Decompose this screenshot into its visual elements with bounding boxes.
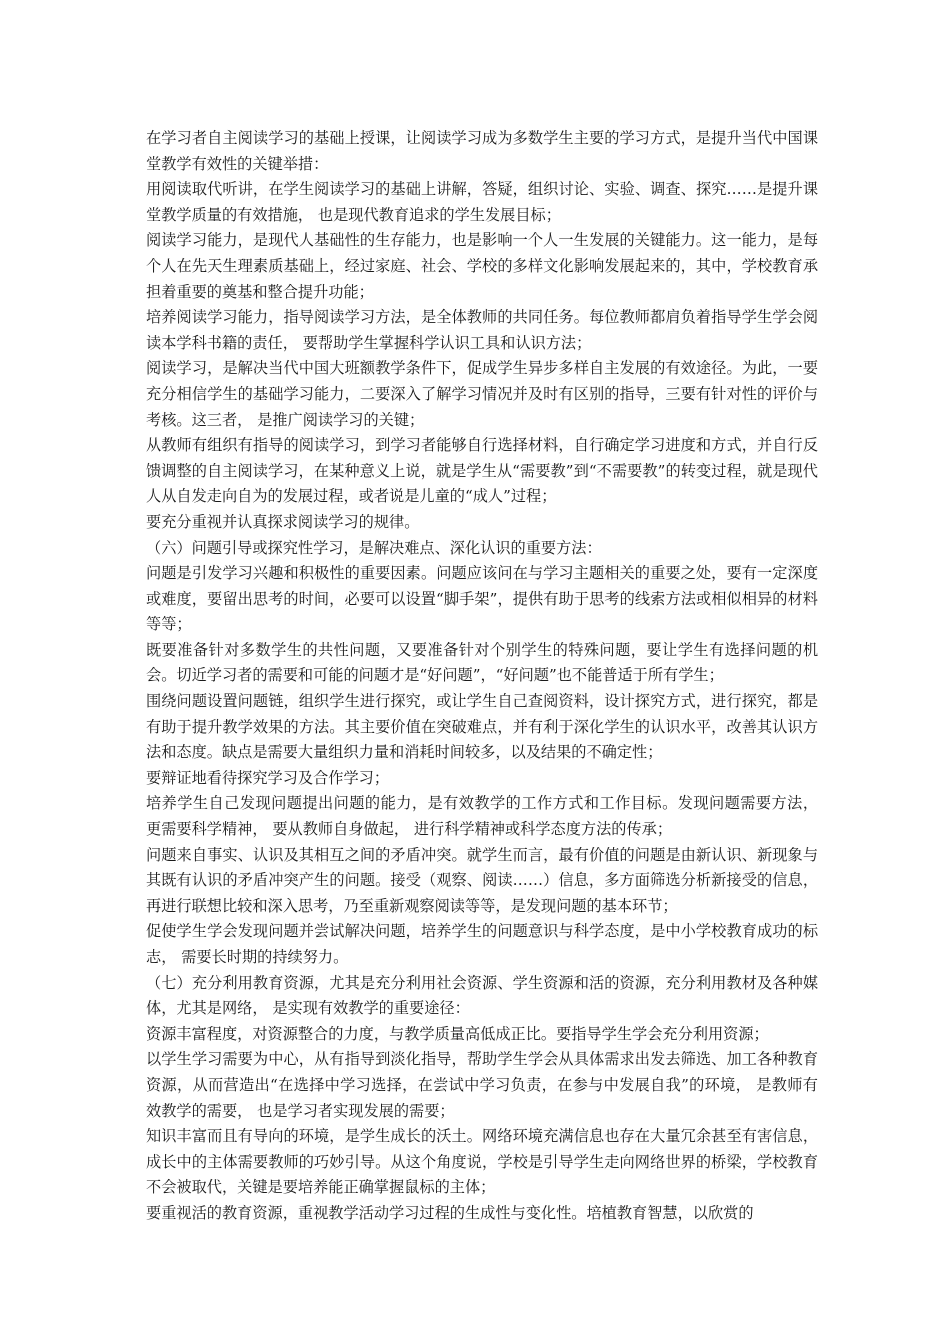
section-heading: （七）充分利用教育资源，尤其是充分利用社会资源、学生资源和活的资源，充分利用教材及各种媒体，尤其是网络， 是实现有效教学的重要途径： — [146, 973, 818, 1018]
paragraph: 以学生学习需要为中心，从有指导到淡化指导，帮助学生学会从具体需求出发去筛选、加工各种教育资源，从而营造出“在选择中学习选择，在尝试中学习负责，在参与中发展自我”的环境， 是教师有效教学的需要， 也是学习者实现发展的需要； — [146, 1050, 818, 1120]
paragraph: 培养阅读学习能力，指导阅读学习方法，是全体教师的共同任务。每位教师都肩负着指导学生学会阅读本学科书籍的责任， 要帮助学生掌握科学认识工具和认识方法； — [146, 308, 818, 352]
paragraph: 围绕问题设置问题链，组织学生进行探究，或让学生自己查阅资料，设计探究方式，进行探究，都是有助于提升教学效果的方法。其主要价值在突破难点，并有利于深化学生的认识水平，改善其认识方法和态度。缺点是需要大量组织力量和消耗时间较多，以及结果的不确定性； — [146, 692, 818, 762]
paragraph: 用阅读取代听讲，在学生阅读学习的基础上讲解，答疑，组织讨论、实验、调查、探究……是提升课堂教学质量的有效措施， 也是现代教育追求的学生发展目标； — [146, 180, 818, 224]
section-heading: （六）问题引导或探究性学习，是解决难点、深化认识的重要方法： — [146, 538, 602, 557]
paragraph: 要辩证地看待探究学习及合作学习； — [146, 768, 389, 787]
paragraph: 从教师有组织有指导的阅读学习，到学习者能够自行选择材料，自行确定学习进度和方式，并自行反馈调整的自主阅读学习，在某种意义上说，就是学生从“需要教”到“不需要教”的转变过程，就是现代人从自发走向自为的发展过程，或者说是儿童的“成人”过程； — [146, 436, 818, 506]
paragraph: 在学习者自主阅读学习的基础上授课，让阅读学习成为多数学生主要的学习方式，是提升当代中国课堂教学有效性的关键举措： — [146, 129, 818, 173]
paragraph: 要充分重视并认真探求阅读学习的规律。 — [146, 512, 420, 531]
paragraph: 促使学生学会发现问题并尝试解决问题，培养学生的问题意识与科学态度，是中小学校教育成功的标志， 需要长时期的持续努力。 — [146, 922, 818, 966]
paragraph: 阅读学习，是解决当代中国大班额教学条件下，促成学生异步多样自主发展的有效途径。为此，一要充分相信学生的基础学习能力，二要深入了解学习情况并及时有区别的指导，三要有针对性的评价与考核。这三者， 是推广阅读学习的关键； — [146, 359, 818, 429]
paragraph: 问题来自事实、认识及其相互之间的矛盾冲突。就学生而言，最有价值的问题是由新认识、新现象与其既有认识的矛盾冲突产生的问题。接受（观察、阅读……）信息，多方面筛选分析新接受的信息，再进行联想比较和深入思考，乃至重新观察阅读等等，是发现问题的基本环节； — [146, 845, 818, 915]
paragraph: 资源丰富程度，对资源整合的力度，与教学质量高低成正比。要指导学生学会充分利用资源； — [146, 1024, 769, 1043]
document-body — [146, 126, 818, 1227]
paragraph: 既要准备针对多数学生的共性问题，又要准备针对个别学生的特殊问题，要让学生有选择问题的机会。切近学习者的需要和可能的问题才是“好问题”，“好问题”也不能普适于所有学生； — [146, 640, 818, 685]
paragraph: 要重视活的教育资源，重视教学活动学习过程的生成性与变化性。培植教育智慧，以欣赏的 — [146, 1203, 754, 1222]
paragraph: 培养学生自己发现问题提出问题的能力，是有效教学的工作方式和工作目标。发现问题需要方法， 更需要科学精神， 要从教师自身做起， 进行科学精神或科学态度方法的传承； — [146, 794, 818, 839]
paragraph: 知识丰富而且有导向的环境，是学生成长的沃土。网络环境充满信息也存在大量冗余甚至有害信息，成长中的主体需要教师的巧妙引导。从这个角度说，学校是引导学生走向网络世界的桥梁，学校教育不会被取代，关键是要培养能正确掌握鼠标的主体； — [146, 1127, 818, 1197]
paragraph: 问题是引发学习兴趣和积极性的重要因素。问题应该问在与学习主题相关的重要之处，要有一定深度或难度，要留出思考的时间，必要可以设置“脚手架”，提供有助于思考的线索方法或相似相异的材料等等； — [146, 564, 818, 634]
paragraph: 阅读学习能力，是现代人基础性的生存能力，也是影响一个人一生发展的关键能力。这一能力，是每个人在先天生理素质基础上，经过家庭、社会、学校的多样文化影响发展起来的，其中，学校教育承担着重要的奠基和整合提升功能； — [146, 231, 818, 301]
